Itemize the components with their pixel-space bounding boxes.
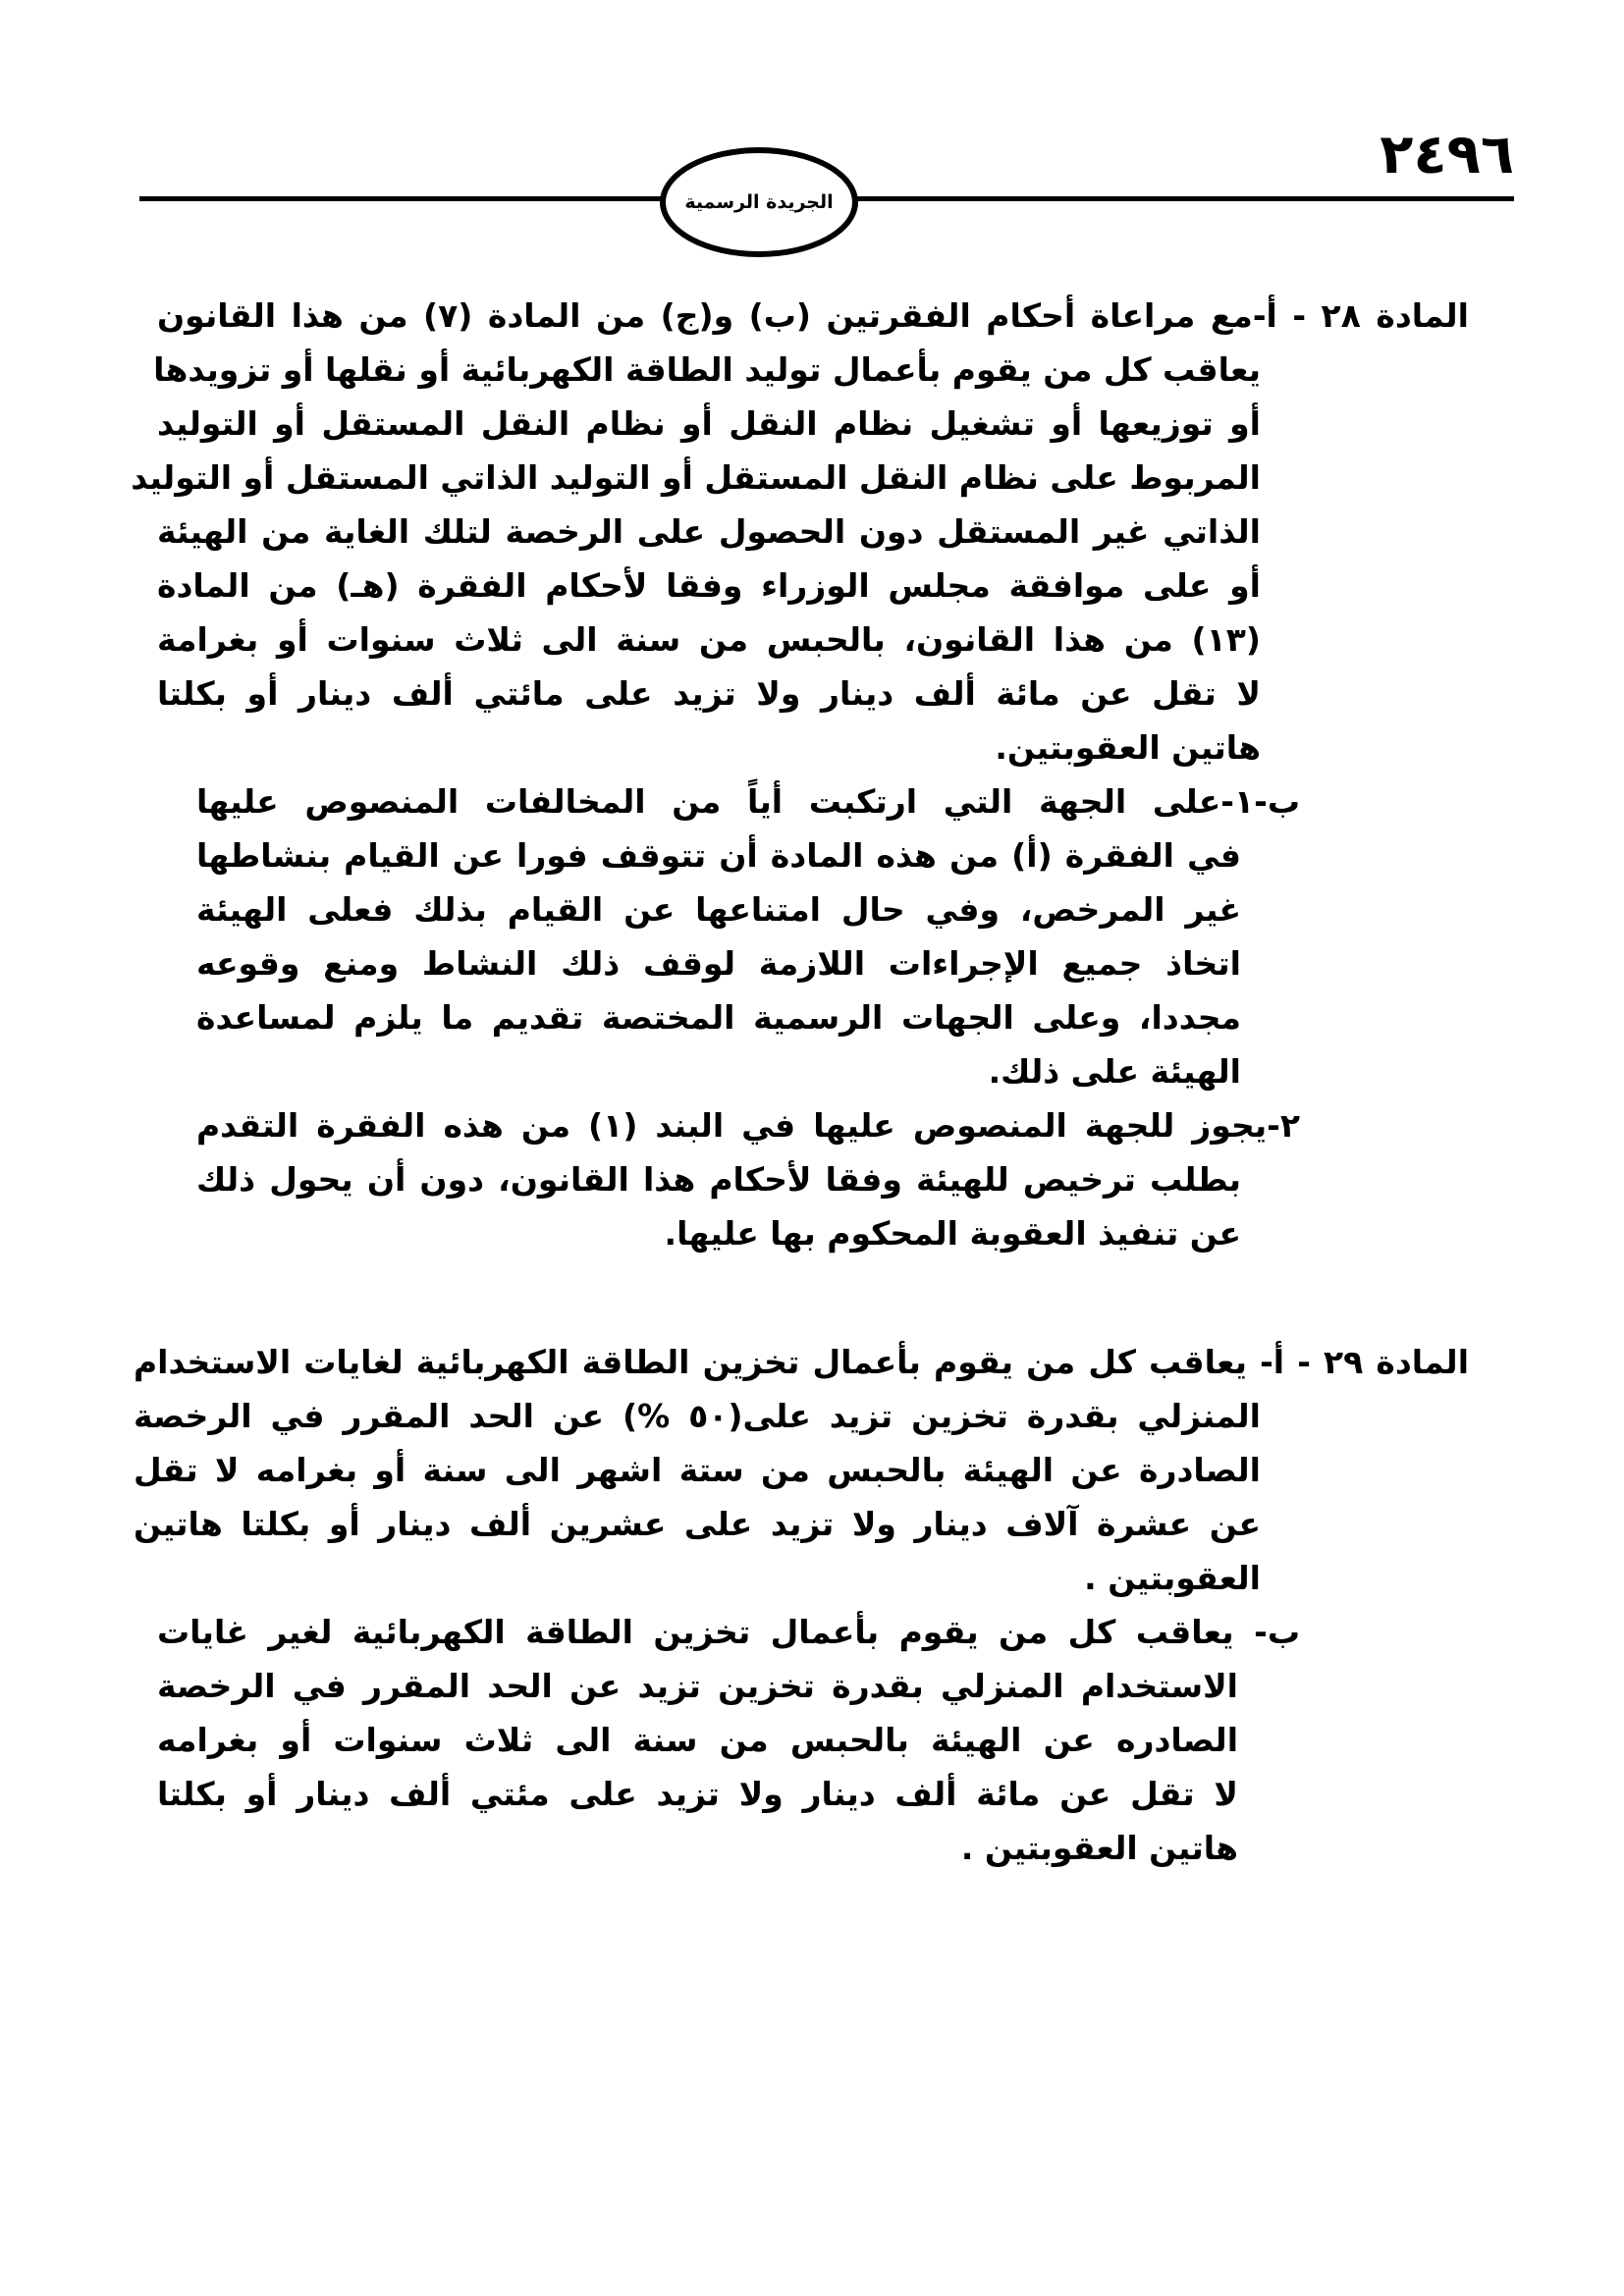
article-29-b-line-3: الصادره عن الهيئة بالحبس من سنة الى ثلاث سنوات أو بغرامه xyxy=(157,1721,1238,1759)
article-28-line-1: المادة ٢٨ - أ-مع مراعاة أحكام الفقرتين (ب) و(ج) من المادة (٧) من هذا القانون xyxy=(157,296,1469,335)
article-28-line-2: يعاقب كل من يقوم بأعمال توليد الطاقة الكهربائية أو نقلها أو تزويدها xyxy=(153,350,1261,389)
article-29-a-line-5: العقوبتين . xyxy=(1084,1559,1261,1597)
article-29-a-line-4: عن عشرة آلاف دينار ولا تزيد على عشرين ألف دينار أو بكلتا هاتين xyxy=(134,1505,1261,1543)
article-28-line-4: المربوط على نظام النقل المستقل أو التوليد الذاتي المستقل أو التوليد xyxy=(131,458,1261,497)
article-29-a-line-2: المنزلي بقدرة تخزين تزيد على(٥٠ %) عن الحد المقرر في الرخصة xyxy=(134,1397,1261,1435)
article-28-b1-line-6: الهيئة على ذلك. xyxy=(988,1052,1241,1091)
article-28-b2-line-2: بطلب ترخيص للهيئة وفقا لأحكام هذا القانون، دون أن يحول ذلك xyxy=(196,1160,1241,1199)
article-28-line-3: أو توزيعها أو تشغيل نظام النقل أو نظام النقل المستقل أو التوليد xyxy=(157,404,1261,443)
article-29-b-line-1: ب- يعاقب كل من يقوم بأعمال تخزين الطاقة الكهربائية لغير غايات xyxy=(157,1613,1300,1651)
page-number: ٢٤٩٦ xyxy=(1380,123,1514,187)
article-28-line-8: لا تقل عن مائة ألف دينار ولا تزيد على مائتي ألف دينار أو بكلتا xyxy=(157,674,1261,713)
article-28-b1-line-4: اتخاذ جميع الإجراءات اللازمة لوقف ذلك النشاط ومنع وقوعه xyxy=(196,944,1241,983)
article-29-a-line-3: الصادرة عن الهيئة بالحبس من ستة اشهر الى سنة أو بغرامه لا تقل xyxy=(134,1451,1261,1489)
article-28-b2-line-3: عن تنفيذ العقوبة المحكوم بها عليها. xyxy=(664,1214,1241,1253)
article-28-b1-line-2: في الفقرة (أ) من هذه المادة أن تتوقف فورا عن القيام بنشاطها xyxy=(196,836,1241,875)
article-29-b-line-5: هاتين العقوبتين . xyxy=(960,1829,1238,1867)
article-28-b1-line-1: ب-١-على الجهة التي ارتكبت أياً من المخالفات المنصوص عليها xyxy=(196,782,1300,821)
article-28-b1-line-3: غير المرخص، وفي حال امتناعها عن القيام بذلك فعلى الهيئة xyxy=(196,890,1241,929)
article-29-b-line-4: لا تقل عن مائة ألف دينار ولا تزيد على مئتي ألف دينار أو بكلتا xyxy=(157,1775,1238,1813)
article-28-b2-line-1: ٢-يجوز للجهة المنصوص عليها في البند (١) من هذه الفقرة التقدم xyxy=(196,1106,1300,1145)
publication-name-oval xyxy=(660,147,858,257)
article-28-line-6: أو على موافقة مجلس الوزراء وفقا لأحكام الفقرة (هـ) من المادة xyxy=(157,566,1261,605)
publication-name: الجريدة الرسمية xyxy=(684,191,834,213)
article-28-line-7: (١٣) من هذا القانون، بالحبس من سنة الى ثلاث سنوات أو بغرامة xyxy=(157,620,1261,659)
article-29-a-line-1: المادة ٢٩ - أ- يعاقب كل من يقوم بأعمال تخزين الطاقة الكهربائية لغايات الاستخدام xyxy=(134,1343,1470,1381)
article-28-line-9: هاتين العقوبتين. xyxy=(995,728,1261,767)
article-29-b-line-2: الاستخدام المنزلي بقدرة تخزين تزيد عن الحد المقرر في الرخصة xyxy=(157,1667,1238,1705)
article-28-line-5: الذاتي غير المستقل دون الحصول على الرخصة لتلك الغاية من الهيئة xyxy=(157,512,1261,551)
article-28-b1-line-5: مجددا، وعلى الجهات الرسمية المختصة تقديم ما يلزم لمساعدة xyxy=(196,998,1241,1037)
